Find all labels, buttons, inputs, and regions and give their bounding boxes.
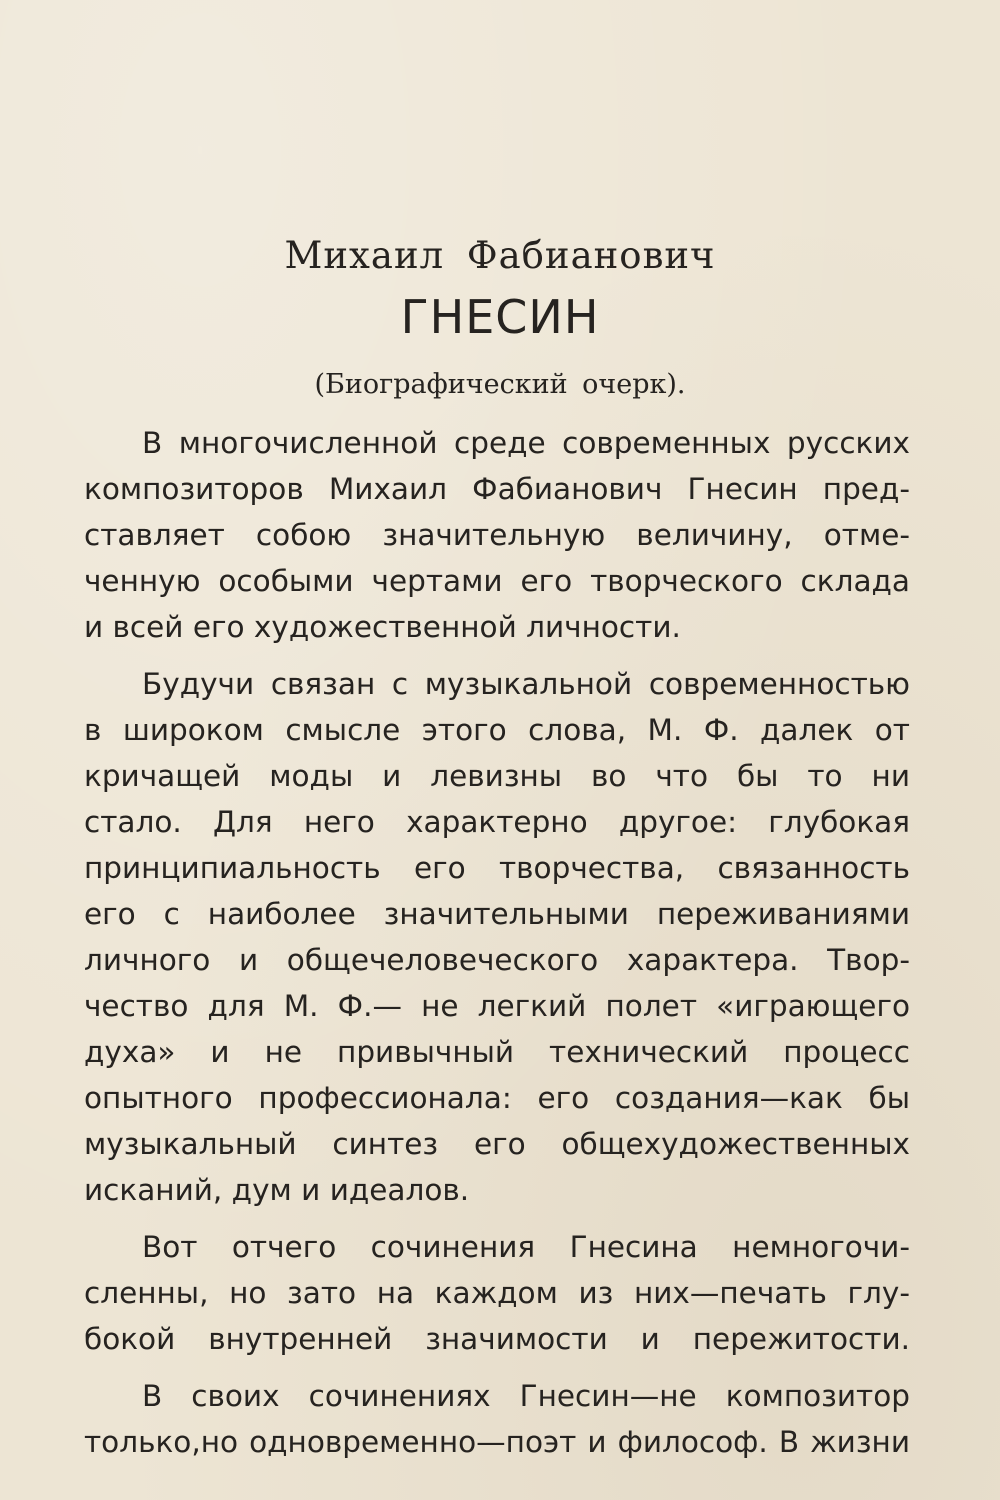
text-line: в широком смысле этого слова, М. Ф. далек от — [84, 713, 910, 747]
text-line: сленны, но зато на каждом из них—печать глу- — [84, 1276, 910, 1310]
subtitle: (Биографический очерк). — [314, 369, 686, 400]
paragraph-2 — [84, 661, 910, 1213]
text-line: музыкальный синтез его общехудожественных — [84, 1127, 910, 1161]
text-line: духа» и не привычный технический процесс — [84, 1035, 910, 1069]
text-line: чество для М. Ф.— не легкий полет «играющего — [84, 989, 910, 1023]
text-line: стало. Для него характерно другое: глубокая — [84, 805, 910, 839]
body-text — [84, 420, 910, 1465]
author-name: Михаил Фабианович — [284, 234, 716, 277]
text-line: личного и общечеловеческого характера. Твор- — [84, 943, 910, 977]
text-line: его с наиболее значительными переживаниями — [84, 897, 910, 931]
author-surname: ГНЕСИН — [400, 290, 600, 344]
text-line: только,но одновременно—поэт и философ. В жизни — [84, 1425, 910, 1459]
paragraph-4 — [84, 1373, 910, 1465]
text-line: и всей его художественной личности. — [84, 610, 681, 644]
paragraph-3 — [84, 1224, 910, 1362]
text-line: Будучи связан с музыкальной современностью — [142, 667, 910, 701]
text-line: композиторов Михаил Фабианович Гнесин пред- — [84, 472, 910, 506]
text-line: ставляет собою значительную величину, отме- — [84, 518, 910, 552]
text-line: опытного профессионала: его создания—как бы — [84, 1081, 910, 1115]
text-line: кричащей моды и левизны во что бы то ни — [84, 759, 910, 793]
text-line: Вот отчего сочинения Гнесина немногочи- — [142, 1230, 910, 1264]
text-line: исканий, дум и идеалов. — [84, 1173, 470, 1207]
text-line: В своих сочинениях Гнесин—не композитор — [142, 1379, 910, 1413]
text-line: принципиальность его творчества, связанность — [84, 851, 910, 885]
text-line: ченную особыми чертами его творческого склада — [84, 564, 910, 598]
text-line: В многочисленной среде современных русских — [142, 426, 910, 460]
paragraph-1 — [84, 420, 910, 650]
text-line: бокой внутренней значимости и пережитости. — [84, 1322, 910, 1356]
